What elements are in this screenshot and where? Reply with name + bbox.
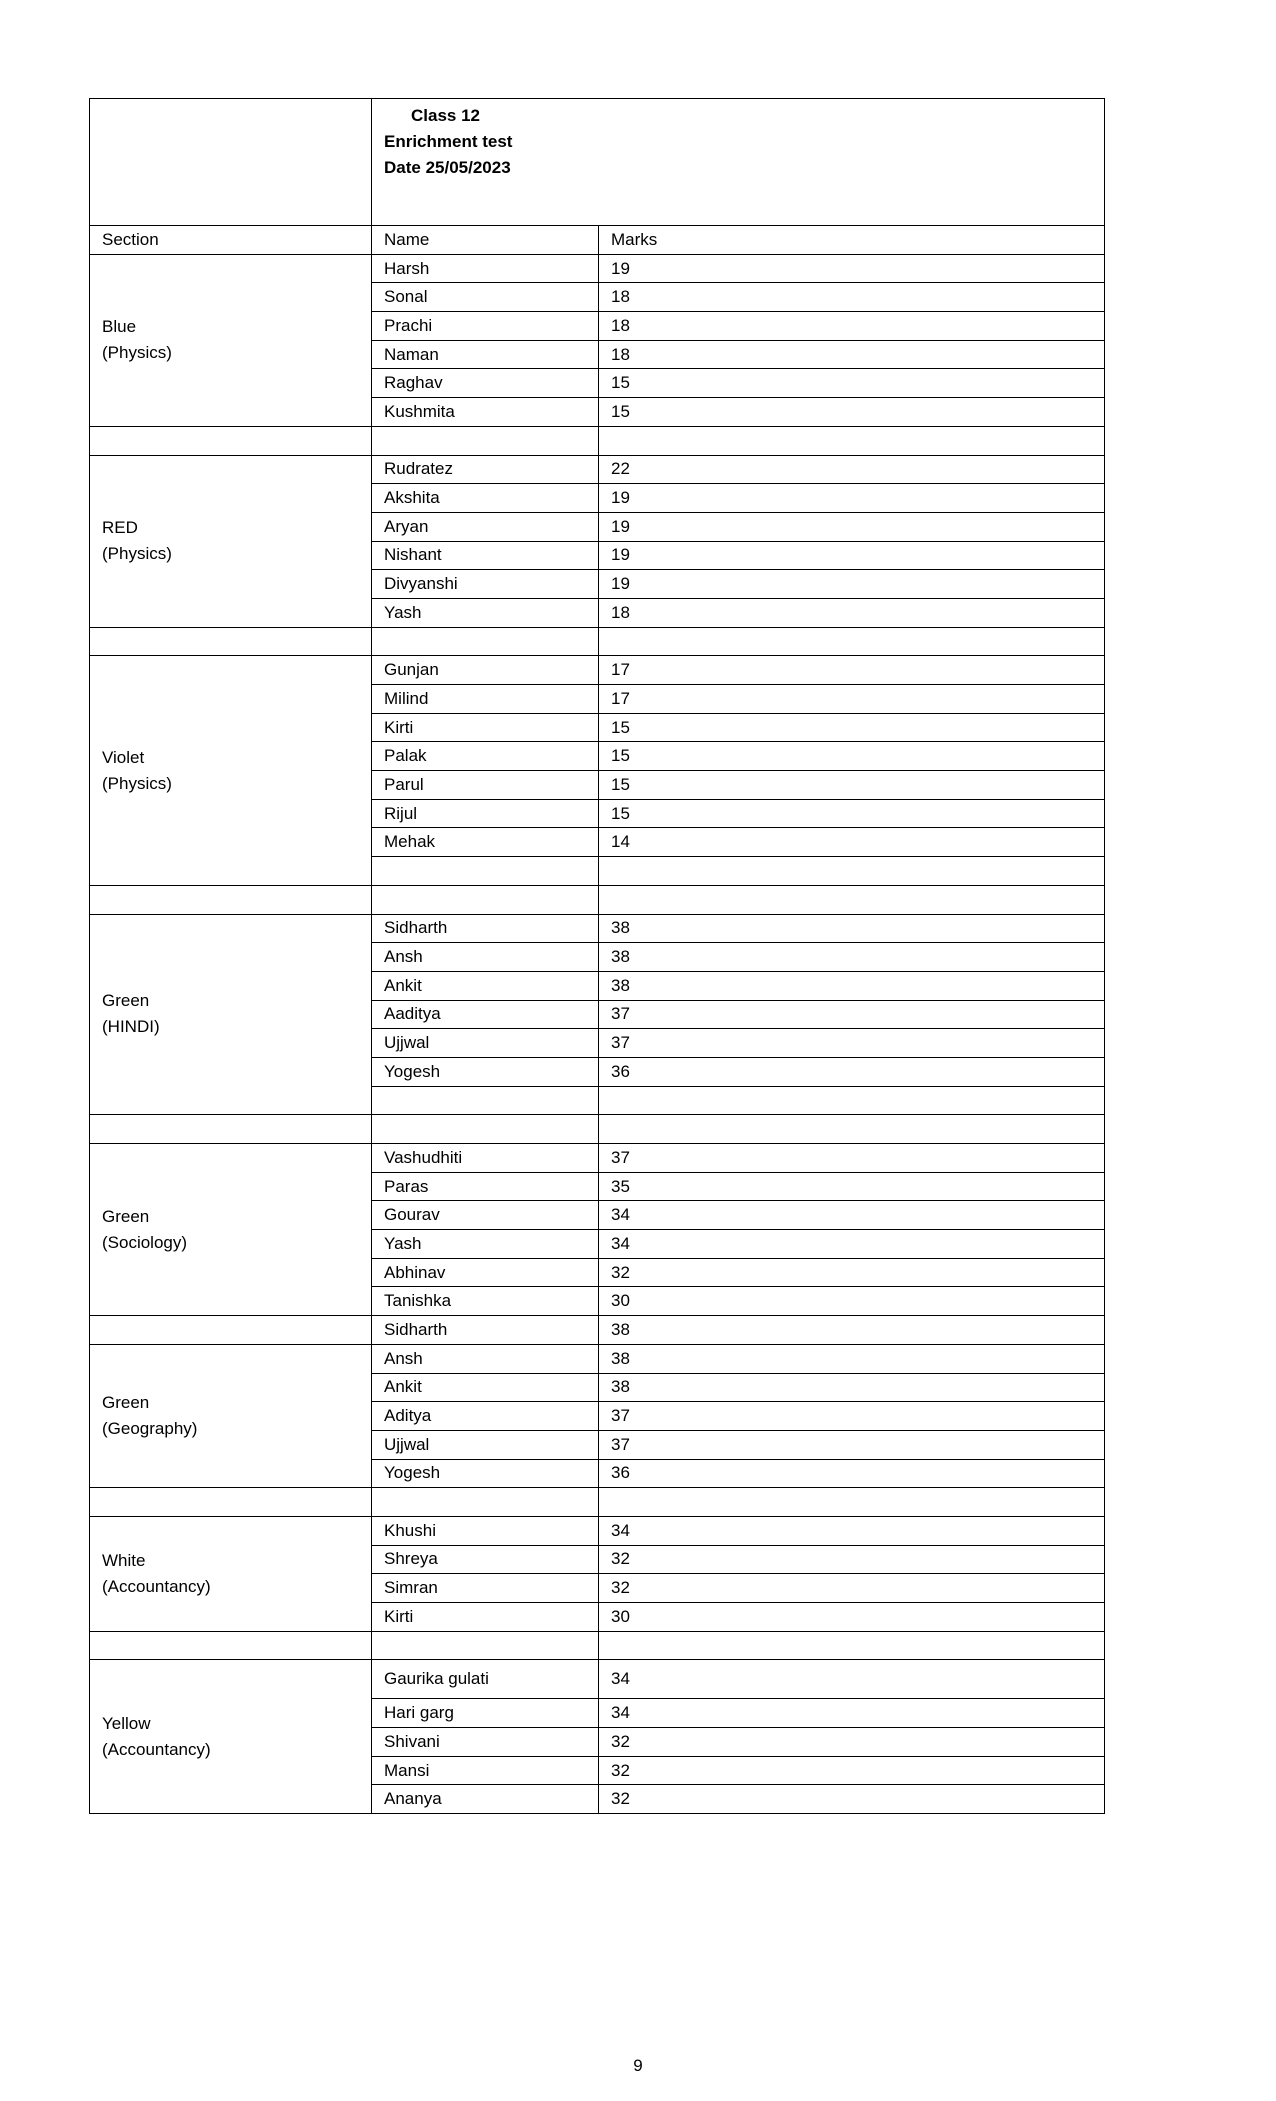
student-name: Palak [372,742,599,771]
student-marks: 19 [599,512,1105,541]
student-marks: 38 [599,1373,1105,1402]
student-marks: 19 [599,541,1105,570]
student-name: Rijul [372,799,599,828]
student-name: Ansh [372,1344,599,1373]
student-name: Ankit [372,971,599,1000]
empty-cell [90,426,372,455]
student-marks: 15 [599,799,1105,828]
section-cell [90,656,372,886]
section-cell [90,1344,372,1487]
student-marks: 37 [599,1402,1105,1431]
section-cell [90,1144,372,1316]
student-name: Aditya [372,1402,599,1431]
table-row [90,914,1105,943]
student-marks: 17 [599,685,1105,714]
section-name: Violet [102,747,145,767]
column-header-row [90,226,1105,255]
page-number: 9 [633,2056,643,2075]
student-marks: 15 [599,369,1105,398]
student-name: Parul [372,771,599,800]
empty-cell [372,426,599,455]
empty-cell [372,627,599,656]
student-marks: 36 [599,1057,1105,1086]
empty-cell [599,627,1105,656]
student-name: Divyanshi [372,570,599,599]
student-marks: 32 [599,1545,1105,1574]
empty-cell [372,885,599,914]
student-marks: 19 [599,484,1105,513]
table-row [90,1344,1105,1373]
student-marks: 30 [599,1287,1105,1316]
section-name: Green [102,1206,150,1226]
section-subject: (Accountancy) [102,1576,211,1596]
student-name: Yogesh [372,1459,599,1488]
class-label: Class 12 [411,106,480,125]
student-marks: 32 [599,1258,1105,1287]
section-column-header: Section [90,226,372,255]
student-name: Paras [372,1172,599,1201]
empty-cell [90,885,372,914]
title-row [90,99,1105,226]
student-marks: 18 [599,598,1105,627]
student-name: Prachi [372,312,599,341]
student-name: Ananya [372,1785,599,1814]
section-subject: (Accountancy) [102,1739,211,1759]
table-row [90,656,1105,685]
section-name: White [102,1550,146,1570]
student-marks: 30 [599,1603,1105,1632]
student-marks: 18 [599,283,1105,312]
student-marks: 14 [599,828,1105,857]
empty-cell [599,426,1105,455]
student-marks: 15 [599,771,1105,800]
student-marks: 38 [599,914,1105,943]
student-name: Naman [372,340,599,369]
section-name: Yellow [102,1713,151,1733]
student-name: Kushmita [372,398,599,427]
student-name: Harsh [372,254,599,283]
student-marks: 32 [599,1574,1105,1603]
student-name: Kirti [372,713,599,742]
student-marks: 34 [599,1699,1105,1728]
student-marks: 32 [599,1728,1105,1757]
student-name [372,857,599,886]
empty-cell [90,1631,372,1660]
empty-cell [372,1115,599,1144]
spacer-row [90,1631,1105,1660]
student-name: Abhinav [372,1258,599,1287]
student-name: Shreya [372,1545,599,1574]
table-row [90,1144,1105,1173]
student-marks: 36 [599,1459,1105,1488]
student-marks: 17 [599,656,1105,685]
student-name: Ansh [372,943,599,972]
student-marks: 19 [599,254,1105,283]
student-marks: 34 [599,1660,1105,1699]
test-label: Enrichment test [384,132,513,151]
student-marks: 38 [599,971,1105,1000]
spacer-row [90,885,1105,914]
student-name: Tanishka [372,1287,599,1316]
student-name: Aaditya [372,1000,599,1029]
student-name: Yash [372,1230,599,1259]
student-name: Akshita [372,484,599,513]
student-name: Milind [372,685,599,714]
section-subject: (Sociology) [102,1232,188,1252]
student-name: Sonal [372,283,599,312]
student-marks: 15 [599,713,1105,742]
student-marks: 38 [599,943,1105,972]
empty-cell [599,1631,1105,1660]
student-marks: 32 [599,1756,1105,1785]
student-marks: 34 [599,1201,1105,1230]
section-cell [90,1660,372,1814]
student-marks: 37 [599,1430,1105,1459]
student-name: Rudratez [372,455,599,484]
student-name: Kirti [372,1603,599,1632]
section-name: Green [102,991,150,1011]
student-marks: 35 [599,1172,1105,1201]
student-name: Sidharth [372,1316,599,1345]
student-name: Mansi [372,1756,599,1785]
student-marks: 37 [599,1029,1105,1058]
section-cell [90,254,372,426]
student-name: Hari garg [372,1699,599,1728]
student-marks: 38 [599,1344,1105,1373]
student-marks: 32 [599,1785,1105,1814]
empty-cell [372,1631,599,1660]
student-marks: 37 [599,1000,1105,1029]
table-row [90,1316,1105,1345]
student-marks: 18 [599,312,1105,341]
section-cell [90,1316,372,1345]
student-marks: 34 [599,1516,1105,1545]
student-name: Ujjwal [372,1029,599,1058]
name-column-header: Name [372,226,599,255]
title-blank-cell [90,99,372,226]
spacer-row [90,1488,1105,1517]
student-marks: 22 [599,455,1105,484]
empty-cell [90,1488,372,1517]
section-cell [90,455,372,627]
student-name: Gunjan [372,656,599,685]
student-marks: 19 [599,570,1105,599]
student-name: Mehak [372,828,599,857]
student-name: Simran [372,1574,599,1603]
student-marks: 38 [599,1316,1105,1345]
section-subject: (Physics) [102,544,172,564]
section-cell [90,914,372,1115]
table-row [90,455,1105,484]
student-name: Yash [372,598,599,627]
empty-cell [372,1488,599,1517]
marks-table [89,98,1105,1814]
student-name: Aryan [372,512,599,541]
spacer-row [90,627,1105,656]
empty-cell [599,1488,1105,1517]
student-marks [599,1086,1105,1115]
student-name: Nishant [372,541,599,570]
student-name: Sidharth [372,914,599,943]
student-name: Gaurika gulati [372,1660,599,1699]
student-name: Ujjwal [372,1430,599,1459]
section-subject: (Geography) [102,1419,198,1439]
student-name: Shivani [372,1728,599,1757]
student-marks: 15 [599,742,1105,771]
spacer-row [90,426,1105,455]
student-marks [599,857,1105,886]
student-marks: 37 [599,1144,1105,1173]
spacer-row [90,1115,1105,1144]
section-name: Green [102,1393,150,1413]
student-name [372,1086,599,1115]
date-label: Date 25/05/2023 [384,158,511,177]
table-row [90,1516,1105,1545]
section-cell [90,1516,372,1631]
student-name: Khushi [372,1516,599,1545]
student-name: Gourav [372,1201,599,1230]
table-row [90,1660,1105,1699]
section-subject: (Physics) [102,773,172,793]
section-subject: (HINDI) [102,1017,160,1037]
student-marks: 15 [599,398,1105,427]
empty-cell [599,885,1105,914]
section-name: RED [102,518,138,538]
empty-cell [599,1115,1105,1144]
section-name: Blue [102,317,137,337]
student-name: Yogesh [372,1057,599,1086]
section-subject: (Physics) [102,343,172,363]
student-marks: 34 [599,1230,1105,1259]
table-row [90,254,1105,283]
student-name: Ankit [372,1373,599,1402]
empty-cell [90,627,372,656]
title-cell [372,99,1105,226]
empty-cell [90,1115,372,1144]
marks-column-header: Marks [599,226,1105,255]
student-name: Vashudhiti [372,1144,599,1173]
student-marks: 18 [599,340,1105,369]
student-name: Raghav [372,369,599,398]
